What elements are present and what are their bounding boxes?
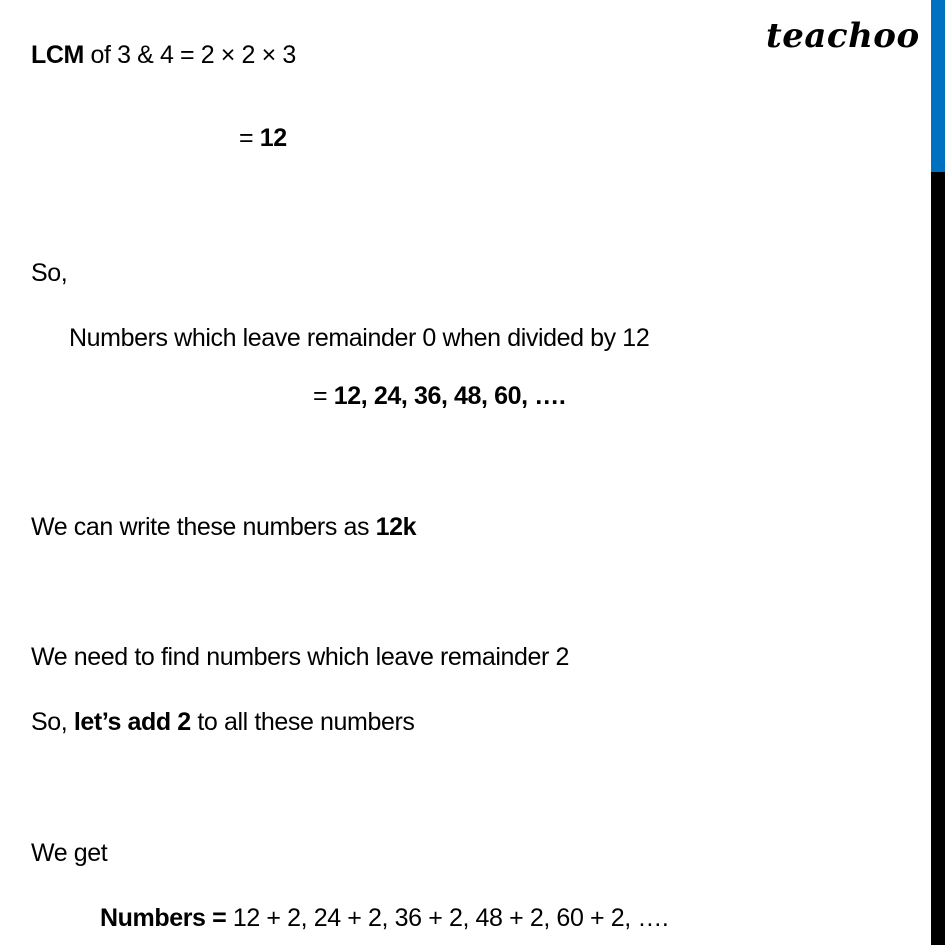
sidebar-accent-bar	[931, 0, 945, 172]
lcm-line	[31, 40, 296, 70]
teachoo-logo: teachoo	[766, 16, 920, 56]
need-line: We need to find numbers which leave remainder 2	[31, 643, 569, 671]
add-line	[31, 707, 415, 737]
lcm-expression: of 3 & 4 = 2 × 2 × 3	[83, 41, 296, 69]
lcm-result-prefix: =	[239, 124, 260, 152]
multiples-prefix: =	[313, 382, 334, 410]
write-as-expr: 12k	[375, 513, 417, 541]
we-get-line: We get	[31, 839, 108, 867]
multiples-line	[313, 381, 565, 411]
add-bold: let’s add 2	[73, 708, 191, 736]
multiples-values: 12, 24, 36, 48, 60, ….	[333, 382, 566, 410]
write-as-line	[31, 512, 416, 542]
sidebar-dark-bar	[931, 172, 945, 945]
remainder-zero-line: Numbers which leave remainder 0 when divided by 12	[69, 324, 650, 352]
numbers-label: Numbers =	[100, 904, 227, 932]
add-suffix: to all these numbers	[190, 708, 415, 736]
numbers-line	[100, 903, 668, 933]
lcm-result-line	[239, 123, 287, 153]
write-as-text: We can write these numbers as	[31, 513, 376, 541]
add-prefix: So,	[31, 708, 74, 736]
so-line: So,	[31, 259, 68, 287]
lcm-result-value: 12	[259, 124, 287, 152]
numbers-values: 12 + 2, 24 + 2, 36 + 2, 48 + 2, 60 + 2, ….	[226, 904, 669, 932]
lcm-label: LCM	[31, 41, 84, 69]
